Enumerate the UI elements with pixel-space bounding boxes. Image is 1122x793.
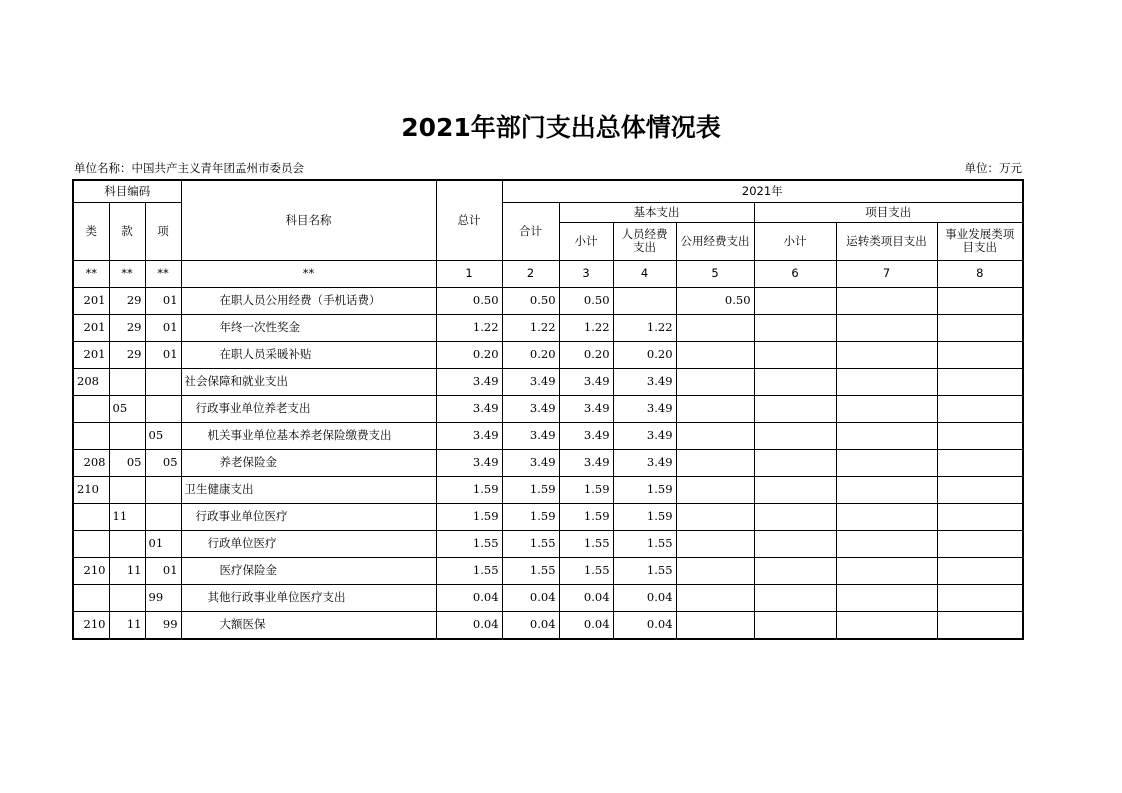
cell-development — [937, 476, 1023, 503]
cell-xiang: 05 — [145, 449, 181, 476]
cell-basic-subtotal: 1.59 — [559, 476, 613, 503]
cell-development — [937, 395, 1023, 422]
cell-kuan — [109, 476, 145, 503]
cell-lei — [73, 395, 109, 422]
cell-name: 医疗保险金 — [181, 557, 436, 584]
header-development: 事业发展类项目支出 — [937, 222, 1023, 260]
cell-project-subtotal — [754, 449, 836, 476]
cell-public — [676, 557, 754, 584]
cell-total: 1.59 — [436, 476, 502, 503]
cell-kuan: 05 — [109, 395, 145, 422]
cell-basic-subtotal: 0.04 — [559, 584, 613, 611]
table-row — [73, 557, 1023, 584]
cell-operation — [836, 584, 937, 611]
unit-name: 单位名称：中国共产主义青年团孟州市委员会 — [74, 161, 304, 175]
cell-total: 0.50 — [436, 287, 502, 314]
cell-basic-subtotal: 1.55 — [559, 530, 613, 557]
cell-xiang — [145, 368, 181, 395]
cell-total: 3.49 — [436, 395, 502, 422]
cell-heji: 3.49 — [502, 449, 559, 476]
index-5: 5 — [676, 260, 754, 287]
cell-name: 在职人员采暖补贴 — [181, 341, 436, 368]
index-lei: ** — [73, 260, 109, 287]
cell-xiang: 01 — [145, 287, 181, 314]
header-kuan: 款 — [109, 202, 145, 260]
cell-public — [676, 449, 754, 476]
cell-heji: 1.22 — [502, 314, 559, 341]
cell-kuan: 11 — [109, 557, 145, 584]
cell-name: 其他行政事业单位医疗支出 — [181, 584, 436, 611]
header-subject-name: 科目名称 — [181, 180, 436, 260]
cell-operation — [836, 503, 937, 530]
cell-heji: 0.04 — [502, 611, 559, 639]
cell-public — [676, 530, 754, 557]
cell-basic-subtotal: 1.59 — [559, 503, 613, 530]
cell-public — [676, 422, 754, 449]
cell-project-subtotal — [754, 557, 836, 584]
index-2: 2 — [502, 260, 559, 287]
cell-name: 行政事业单位养老支出 — [181, 395, 436, 422]
index-3: 3 — [559, 260, 613, 287]
table-body — [73, 287, 1023, 639]
cell-basic-subtotal: 1.55 — [559, 557, 613, 584]
cell-operation — [836, 476, 937, 503]
cell-total: 0.04 — [436, 584, 502, 611]
cell-project-subtotal — [754, 584, 836, 611]
page-title: 2021年部门支出总体情况表 — [401, 113, 721, 142]
header-personnel: 人员经费支出 — [613, 222, 676, 260]
cell-total: 3.49 — [436, 449, 502, 476]
cell-personnel: 1.55 — [613, 557, 676, 584]
cell-personnel: 1.22 — [613, 314, 676, 341]
cell-public — [676, 395, 754, 422]
cell-personnel: 3.49 — [613, 422, 676, 449]
cell-kuan: 11 — [109, 503, 145, 530]
header-year: 2021年 — [502, 180, 1023, 202]
header-basic: 基本支出 — [559, 202, 754, 222]
index-7: 7 — [836, 260, 937, 287]
unit-label: 单位：万元 — [964, 161, 1022, 175]
table-row — [73, 449, 1023, 476]
cell-project-subtotal — [754, 476, 836, 503]
cell-kuan: 29 — [109, 341, 145, 368]
index-xiang: ** — [145, 260, 181, 287]
cell-xiang: 01 — [145, 314, 181, 341]
cell-heji: 0.04 — [502, 584, 559, 611]
cell-public: 0.50 — [676, 287, 754, 314]
cell-kuan: 05 — [109, 449, 145, 476]
header-total: 总计 — [436, 180, 502, 260]
cell-project-subtotal — [754, 341, 836, 368]
cell-operation — [836, 314, 937, 341]
cell-development — [937, 341, 1023, 368]
cell-operation — [836, 395, 937, 422]
header-operation: 运转类项目支出 — [836, 222, 937, 260]
cell-project-subtotal — [754, 287, 836, 314]
cell-personnel: 1.59 — [613, 476, 676, 503]
cell-personnel: 0.04 — [613, 611, 676, 639]
cell-public — [676, 611, 754, 639]
cell-xiang — [145, 476, 181, 503]
cell-total: 3.49 — [436, 422, 502, 449]
cell-operation — [836, 341, 937, 368]
cell-personnel: 1.59 — [613, 503, 676, 530]
cell-development — [937, 557, 1023, 584]
cell-project-subtotal — [754, 368, 836, 395]
cell-personnel: 0.04 — [613, 584, 676, 611]
cell-total: 1.55 — [436, 557, 502, 584]
cell-heji: 3.49 — [502, 368, 559, 395]
cell-lei: 201 — [73, 341, 109, 368]
cell-lei — [73, 584, 109, 611]
cell-xiang: 99 — [145, 611, 181, 639]
cell-kuan: 11 — [109, 611, 145, 639]
cell-basic-subtotal: 3.49 — [559, 368, 613, 395]
cell-public — [676, 584, 754, 611]
cell-total: 0.20 — [436, 341, 502, 368]
cell-name: 社会保障和就业支出 — [181, 368, 436, 395]
cell-lei: 208 — [73, 368, 109, 395]
cell-development — [937, 503, 1023, 530]
cell-operation — [836, 422, 937, 449]
cell-personnel: 1.55 — [613, 530, 676, 557]
cell-basic-subtotal: 0.20 — [559, 341, 613, 368]
cell-project-subtotal — [754, 611, 836, 639]
cell-operation — [836, 287, 937, 314]
cell-name: 在职人员公用经费（手机话费） — [181, 287, 436, 314]
cell-development — [937, 530, 1023, 557]
cell-name: 行政单位医疗 — [181, 530, 436, 557]
index-4: 4 — [613, 260, 676, 287]
cell-development — [937, 611, 1023, 639]
cell-development — [937, 584, 1023, 611]
cell-development — [937, 449, 1023, 476]
cell-project-subtotal — [754, 503, 836, 530]
cell-heji: 1.55 — [502, 530, 559, 557]
index-6: 6 — [754, 260, 836, 287]
cell-personnel: 3.49 — [613, 368, 676, 395]
cell-name: 行政事业单位医疗 — [181, 503, 436, 530]
header-lei: 类 — [73, 202, 109, 260]
cell-basic-subtotal: 0.04 — [559, 611, 613, 639]
cell-xiang — [145, 503, 181, 530]
cell-basic-subtotal: 1.22 — [559, 314, 613, 341]
cell-lei: 208 — [73, 449, 109, 476]
header-code-group: 科目编码 — [73, 180, 181, 202]
cell-kuan — [109, 422, 145, 449]
table-row — [73, 314, 1023, 341]
cell-development — [937, 422, 1023, 449]
cell-kuan: 29 — [109, 287, 145, 314]
cell-kuan: 29 — [109, 314, 145, 341]
cell-xiang: 01 — [145, 557, 181, 584]
cell-lei: 210 — [73, 557, 109, 584]
cell-heji: 3.49 — [502, 422, 559, 449]
table-row — [73, 422, 1023, 449]
cell-name: 卫生健康支出 — [181, 476, 436, 503]
table-row — [73, 476, 1023, 503]
index-kuan: ** — [109, 260, 145, 287]
header-heji: 合计 — [502, 202, 559, 260]
cell-xiang: 99 — [145, 584, 181, 611]
cell-name: 大额医保 — [181, 611, 436, 639]
cell-lei: 210 — [73, 476, 109, 503]
cell-heji: 1.59 — [502, 476, 559, 503]
cell-project-subtotal — [754, 395, 836, 422]
cell-total: 1.22 — [436, 314, 502, 341]
header-project: 项目支出 — [754, 202, 1023, 222]
cell-operation — [836, 530, 937, 557]
cell-name: 年终一次性奖金 — [181, 314, 436, 341]
cell-lei — [73, 503, 109, 530]
cell-personnel: 3.49 — [613, 395, 676, 422]
expenditure-table — [72, 179, 1024, 640]
cell-lei: 201 — [73, 287, 109, 314]
table-row — [73, 530, 1023, 557]
cell-xiang: 01 — [145, 530, 181, 557]
cell-xiang: 01 — [145, 341, 181, 368]
cell-personnel — [613, 287, 676, 314]
cell-heji: 3.49 — [502, 395, 559, 422]
cell-lei: 201 — [73, 314, 109, 341]
table-row — [73, 503, 1023, 530]
cell-project-subtotal — [754, 314, 836, 341]
cell-lei: 210 — [73, 611, 109, 639]
cell-heji: 1.55 — [502, 557, 559, 584]
cell-basic-subtotal: 0.50 — [559, 287, 613, 314]
cell-development — [937, 287, 1023, 314]
cell-basic-subtotal: 3.49 — [559, 449, 613, 476]
cell-public — [676, 368, 754, 395]
cell-kuan — [109, 368, 145, 395]
cell-personnel: 3.49 — [613, 449, 676, 476]
cell-total: 1.55 — [436, 530, 502, 557]
index-8: 8 — [937, 260, 1023, 287]
cell-operation — [836, 449, 937, 476]
cell-operation — [836, 368, 937, 395]
cell-name: 养老保险金 — [181, 449, 436, 476]
table-row — [73, 368, 1023, 395]
cell-basic-subtotal: 3.49 — [559, 395, 613, 422]
cell-lei — [73, 422, 109, 449]
header-project-subtotal: 小计 — [754, 222, 836, 260]
cell-name: 机关事业单位基本养老保险缴费支出 — [181, 422, 436, 449]
cell-heji: 0.50 — [502, 287, 559, 314]
index-1: 1 — [436, 260, 502, 287]
index-name: ** — [181, 260, 436, 287]
cell-operation — [836, 611, 937, 639]
table-row — [73, 611, 1023, 639]
cell-lei — [73, 530, 109, 557]
cell-heji: 0.20 — [502, 341, 559, 368]
table-row — [73, 395, 1023, 422]
cell-xiang: 05 — [145, 422, 181, 449]
header-xiang: 项 — [145, 202, 181, 260]
cell-kuan — [109, 584, 145, 611]
cell-total: 1.59 — [436, 503, 502, 530]
cell-public — [676, 503, 754, 530]
cell-total: 3.49 — [436, 368, 502, 395]
cell-public — [676, 476, 754, 503]
cell-xiang — [145, 395, 181, 422]
cell-heji: 1.59 — [502, 503, 559, 530]
cell-public — [676, 341, 754, 368]
cell-development — [937, 368, 1023, 395]
cell-total: 0.04 — [436, 611, 502, 639]
header-basic-subtotal: 小计 — [559, 222, 613, 260]
cell-personnel: 0.20 — [613, 341, 676, 368]
header-public: 公用经费支出 — [676, 222, 754, 260]
cell-operation — [836, 557, 937, 584]
cell-public — [676, 314, 754, 341]
cell-project-subtotal — [754, 422, 836, 449]
cell-basic-subtotal: 3.49 — [559, 422, 613, 449]
cell-project-subtotal — [754, 530, 836, 557]
table-row — [73, 584, 1023, 611]
cell-development — [937, 314, 1023, 341]
cell-kuan — [109, 530, 145, 557]
table-row — [73, 287, 1023, 314]
table-row — [73, 341, 1023, 368]
